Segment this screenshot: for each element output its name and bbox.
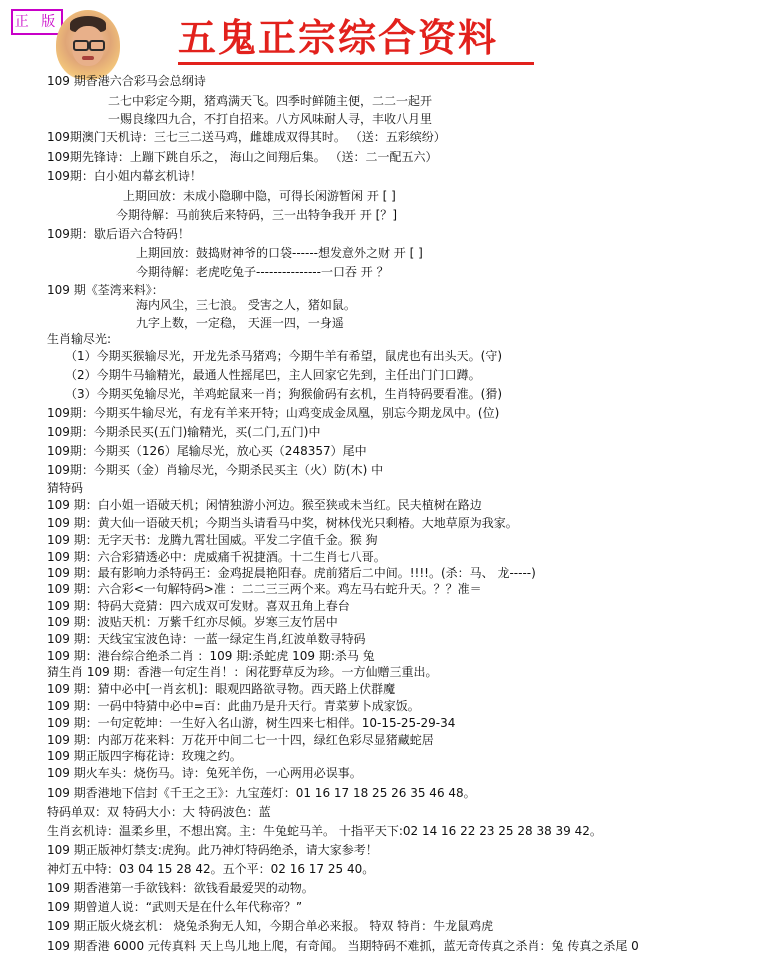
text-line: 109 期香港地下信封《千王之王》：九宝莲灯：01 16 17 18 25 26 35 46 48。	[47, 786, 476, 800]
text-line: 海内风尘，三七浪。 受害之人，猪如鼠。	[136, 298, 356, 312]
text-line: 109期先锋诗：上蹦下跳自乐之， 海山之间翔后集。 （送：二一配五六）	[47, 150, 438, 164]
text-line: 猜生肖 109 期：香港一句定生肖！：闲花野草反为珍。一方仙赠三重出。	[47, 665, 438, 679]
text-line: 上期回放：鼓捣财神爷的口袋------想发意外之财 开 [ ]	[136, 246, 423, 260]
text-line: 109期：今期买（126）尾输尽光，放心买（248357）尾中	[47, 444, 367, 458]
text-line: （3）今期买兔输尽光，羊鸡蛇鼠来一肖；狗猴偷码有玄机，生肖特码要看准。(猾)	[65, 387, 503, 401]
text-line: （2）今期牛马输精光，最通人性摇尾巴，主人回家它先到，主任出门门口蹲。	[65, 368, 481, 382]
text-line: 九字上数，一定稳， 天涯一四，一身遥	[136, 316, 344, 330]
authentic-badge: 正 版	[11, 9, 63, 35]
text-line: 生肖输尽光:	[47, 332, 112, 346]
text-line: 109期：歇后语六合特码！	[47, 227, 190, 241]
text-line: 今期待解：马前狭后来特码，三一出特争我开 开 [？]	[116, 208, 397, 222]
text-line: 今期待解：老虎吃兔子---------------一口吞 开 ？	[136, 265, 389, 279]
text-line: 109期：今期杀民买(五门)输精光，买(二门,五门)中	[47, 425, 321, 439]
text-line: 109 期火车头：烧伤马。诗：兔死羊伤，一心两用必误事。	[47, 766, 362, 780]
text-line: 生肖玄机诗：温柔乡里，不想出窝。主：牛兔蛇马羊。 十指平天下:02 14 16 22 23 25 28 38 39 42。	[47, 824, 602, 838]
text-line: （1）今期买猴输尽光，开龙先杀马猪鸡；今期牛羊有希望，鼠虎也有出头天。(守)	[65, 349, 503, 363]
text-line: 二七中彩定今期，猪鸡满天飞。四季时鲜随主便，二二一起开	[108, 94, 433, 108]
text-line: 109 期：港台综合绝杀二肖 ：109 期:杀蛇虎 109 期:杀马 兔	[47, 649, 375, 663]
text-line: 109 期香港第一手欲钱料：欲钱看最爱哭的动物。	[47, 881, 314, 895]
text-line: 109 期：一句定乾坤：一生好入名山游，树生四来七相伴。10-15-25-29-34	[47, 716, 456, 730]
text-line: 109 期：无字天书：龙腾九霄壮国威。平发二字值千金。猴 狗	[47, 533, 378, 547]
text-line: 109 期正版四字梅花诗：玫瑰之约。	[47, 749, 242, 763]
text-line: 109 期正版火烧玄机： 烧兔杀狗无人知，今期合单必来报。 特双 特肖：牛龙鼠鸡虎	[47, 919, 494, 933]
text-line: 猜特码	[47, 481, 84, 495]
text-line: 109 期：特码大竞猜：四六成双可发财。喜双丑角上春台	[47, 599, 350, 613]
text-line: 109期：今期买（金）肖输尽光，今期杀民买主（火）防(木) 中	[47, 463, 384, 477]
avatar	[56, 10, 120, 80]
text-line: 109 期：最有影响力杀特码王：金鸡捉晨艳阳春。虎前猪后二中间。!!!!。(杀：马、 龙-----)	[47, 566, 536, 580]
text-line: 109 期：白小姐一语破天机；闲情独游小河边。猴至狭或未当红。民夫植树在路边	[47, 498, 482, 512]
text-line: 109 期：六合彩猜透必中：虎威痛千祝捷酒。十二生肖七八哥。	[47, 550, 386, 564]
text-line: 109 期曾道人说：“武则天是在什么年代称帝？”	[47, 900, 303, 914]
text-line: 109 期：波贴天机：万紫千红亦尽倾。岁寒三友竹居中	[47, 615, 338, 629]
page-title: 五鬼正宗综合资料	[178, 15, 499, 60]
text-line: 109期：今期买牛输尽光，有龙有羊来开特；山鸡变成金凤凰，别忘今期龙凤中。(位)	[47, 406, 500, 420]
text-line: 109 期香港六合彩马会总纲诗	[47, 74, 206, 88]
text-line: 109 期：内部万花来料：万花开中间二七一十四，绿红色彩尽显猪藏蛇居	[47, 733, 434, 747]
text-line: 109 期：天线宝宝波色诗：一蓝一绿定生肖,红波单数寻特码	[47, 632, 366, 646]
title-underline	[178, 62, 534, 65]
text-line: 109期澳门天机诗：三七三二送马鸡，雌雄成双得其时。 （送：五彩缤纷）	[47, 130, 446, 144]
text-line: 109 期：猜中必中[一肖玄机]：眼观四路欲寻物。西天路上伏群魔	[47, 682, 396, 696]
text-line: 特码单双：双 特码大小：大 特码波色：蓝	[47, 805, 271, 819]
text-line: 神灯五中特：03 04 15 28 42。五个平：02 16 17 25 40。	[47, 862, 375, 876]
text-line: 109 期：黄大仙一语破天机；今期当头请看马中奖，树林伐光只剩椿。大地草原为我家。	[47, 516, 518, 530]
text-line: 109期：白小姐内幕玄机诗！	[47, 169, 202, 183]
text-line: 109 期：六合彩<一句解特码>准 ：二二三三两个来。鸡左马右蛇升天。？？准＝	[47, 582, 482, 596]
text-line: 109 期香港 6000 元传真料 天上鸟儿地上爬，有奇闻。 当期特码不难抓，蓝无奇传真之杀肖：兔 传真之杀尾 0	[47, 939, 639, 953]
text-line: 一赐良缘四九合，不打自招来。八方风味耐人寻，丰收八月里	[108, 112, 433, 126]
text-line: 109 期：一码中特猜中必中=百：此曲乃是升天行。青菜萝卜成家饭。	[47, 699, 420, 713]
text-line: 上期回放：未成小隐聊中隐，可得长闲游暂闲 开 [ ]	[123, 189, 396, 203]
text-line: 109 期正版神灯禁支:虎狗。此乃神灯特码绝杀，请大家参考！	[47, 843, 378, 857]
text-line: 109 期《荃湾来料》：	[47, 283, 164, 297]
